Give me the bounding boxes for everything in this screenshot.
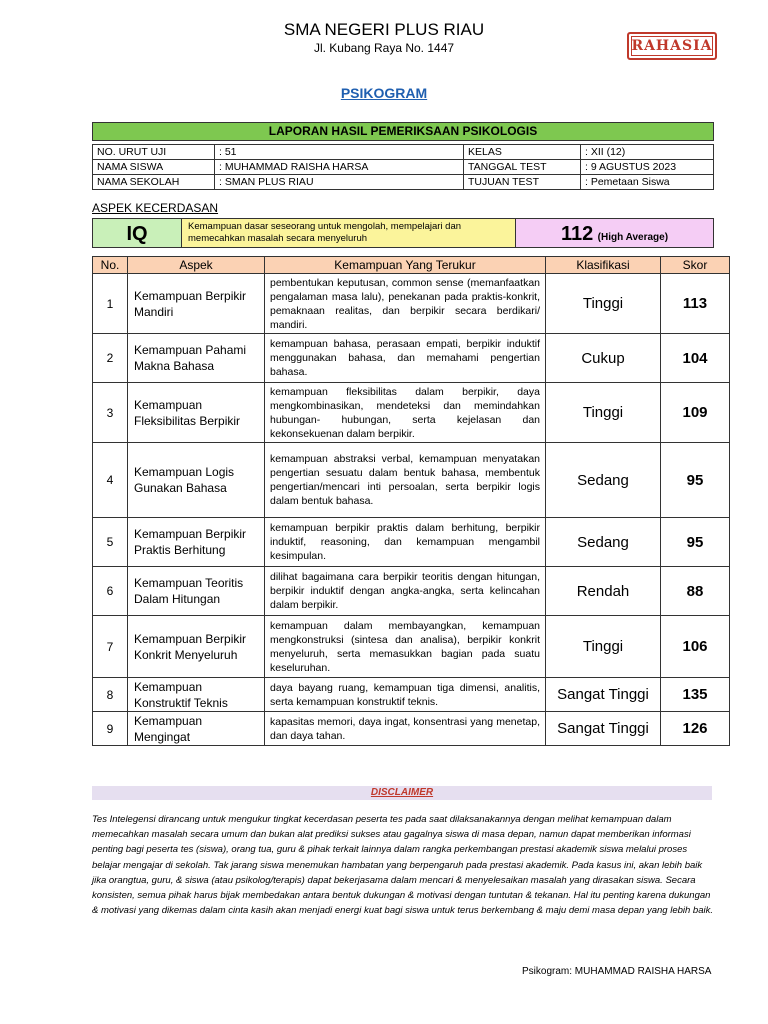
row-desc: kapasitas memori, daya ingat, konsentrasi yang menetap, dan daya tahan.: [265, 712, 546, 746]
row-klasifikasi: Cukup: [546, 334, 661, 383]
kelas-label: KELAS: [464, 145, 581, 160]
iq-description: Kemampuan dasar seseorang untuk mengolah, mempelajari dan memecahkan masalah secara menyeluruh: [182, 218, 516, 248]
signature: Psikogram: MUHAMMAD RAISHA HARSA: [522, 966, 712, 977]
row-desc: kemampuan bahasa, perasaan empati, berpikir induktif menggunakan bahasa, dan memahami pengertian bahasa.: [265, 334, 546, 383]
table-row: [93, 712, 730, 746]
kelas-value: : XII (12): [581, 145, 714, 160]
header-klasifikasi: Klasifikasi: [546, 257, 661, 274]
row-aspek: Kemampuan Logis Gunakan Bahasa: [128, 443, 265, 518]
table-row: [93, 518, 730, 567]
iq-classification: (High Average): [597, 232, 669, 243]
iq-score-box: [516, 218, 714, 248]
row-no: 3: [93, 383, 128, 443]
row-klasifikasi: Tinggi: [546, 616, 661, 678]
tujuan-test-value: : Pemetaan Siswa: [581, 175, 714, 190]
tanggal-test-label: TANGGAL TEST: [464, 160, 581, 175]
row-skor: 95: [661, 443, 730, 518]
row-desc: daya bayang ruang, kemampuan tiga dimensi, analitis, serta kemampuan konstruktif teknis.: [265, 678, 546, 712]
row-desc: pembentukan keputusan, common sense (memanfaatkan pengalaman masa lalu), penekanan pada praktis-konkrit, pemaknaan realitas, dan berpikir secara berdikari/ mandiri.: [265, 274, 546, 334]
no-urut-label: NO. URUT UJI: [93, 145, 215, 160]
row-klasifikasi: Tinggi: [546, 274, 661, 334]
student-info-table: [92, 144, 714, 190]
row-desc: dilihat bagaimana cara berpikir teoritis dengan hitungan, berpikir induktif dengan angka-angka, serta kelincahan dalam berpikir.: [265, 567, 546, 616]
confidential-stamp: RAHASIA: [627, 32, 717, 60]
school-address: Jl. Kubang Raya No. 1447: [313, 41, 455, 55]
row-no: 6: [93, 567, 128, 616]
row-no: 5: [93, 518, 128, 567]
row-aspek: Kemampuan Mengingat: [128, 712, 265, 746]
school-name: SMA NEGERI PLUS RIAU: [283, 20, 485, 39]
row-no: 8: [93, 678, 128, 712]
row-no: 4: [93, 443, 128, 518]
row-desc: kemampuan berpikir praktis dalam berhitung, berpikir induktif, reasoning, dan kemampuan mengambil kesimpulan.: [265, 518, 546, 567]
row-aspek: Kemampuan Pahami Makna Bahasa: [128, 334, 265, 383]
aspect-table: [92, 256, 730, 746]
row-desc: kemampuan abstraksi verbal, kemampuan menyatakan pengertian sesuatu dalam bentuk bahasa, membentuk pengertian/mencari inti persoalan, serta berpikir logis dalam bentuk bahasa.: [265, 443, 546, 518]
row-aspek: Kemampuan Teoritis Dalam Hitungan: [128, 567, 265, 616]
nama-siswa-value: : MUHAMMAD RAISHA HARSA: [215, 160, 464, 175]
row-no: 2: [93, 334, 128, 383]
table-row: [93, 274, 730, 334]
row-desc: kemampuan dalam membayangkan, kemampuan mengkonstruksi (sintesa dan analisa), berpikir konkrit menyeluruh, serta memasukkan bagian pada suatu keseluruhan.: [265, 616, 546, 678]
header-kemampuan: Kemampuan Yang Terukur: [265, 257, 546, 274]
row-klasifikasi: Sedang: [546, 443, 661, 518]
header-skor: Skor: [661, 257, 730, 274]
nama-siswa-label: NAMA SISWA: [93, 160, 215, 175]
iq-score: 112: [560, 223, 594, 245]
row-skor: 109: [661, 383, 730, 443]
tanggal-test-value: : 9 AGUSTUS 2023: [581, 160, 714, 175]
iq-label: IQ: [92, 218, 182, 248]
row-skor: 135: [661, 678, 730, 712]
page-title: PSIKOGRAM: [340, 85, 428, 101]
nama-sekolah-label: NAMA SEKOLAH: [93, 175, 215, 190]
row-klasifikasi: Rendah: [546, 567, 661, 616]
table-row: [93, 616, 730, 678]
row-no: 1: [93, 274, 128, 334]
row-skor: 95: [661, 518, 730, 567]
row-aspek: Kemampuan Berpikir Praktis Berhitung: [128, 518, 265, 567]
row-klasifikasi: Sangat Tinggi: [546, 678, 661, 712]
table-row: [93, 678, 730, 712]
report-title-bar: LAPORAN HASIL PEMERIKSAAN PSIKOLOGIS: [92, 122, 714, 141]
row-no: 7: [93, 616, 128, 678]
nama-sekolah-value: : SMAN PLUS RIAU: [215, 175, 464, 190]
row-skor: 88: [661, 567, 730, 616]
table-row: [93, 567, 730, 616]
row-desc: kemampuan fleksibilitas dalam berpikir, daya mengkombinasikan, mendeteksi dan memindahkan hubungan- hubungan, serta kejelasan dan kekonsekuenan dalam berpikir.: [265, 383, 546, 443]
row-klasifikasi: Sedang: [546, 518, 661, 567]
header-no: No.: [93, 257, 128, 274]
section-label: ASPEK KECERDASAN: [92, 201, 219, 215]
aspect-table-header: [93, 257, 730, 274]
table-row: [93, 443, 730, 518]
row-skor: 104: [661, 334, 730, 383]
tujuan-test-label: TUJUAN TEST: [464, 175, 581, 190]
table-row: [93, 334, 730, 383]
row-aspek: Kemampuan Berpikir Mandiri: [128, 274, 265, 334]
no-urut-value: : 51: [215, 145, 464, 160]
row-skor: 126: [661, 712, 730, 746]
row-no: 9: [93, 712, 128, 746]
row-klasifikasi: Sangat Tinggi: [546, 712, 661, 746]
row-skor: 113: [661, 274, 730, 334]
row-skor: 106: [661, 616, 730, 678]
header-aspek: Aspek: [128, 257, 265, 274]
row-aspek: Kemampuan Fleksibilitas Berpikir: [128, 383, 265, 443]
row-aspek: Kemampuan Konstruktif Teknis: [128, 678, 265, 712]
disclaimer-title: DISCLAIMER: [92, 786, 712, 800]
row-aspek: Kemampuan Berpikir Konkrit Menyeluruh: [128, 616, 265, 678]
row-klasifikasi: Tinggi: [546, 383, 661, 443]
disclaimer-text: Tes Intelegensi dirancang untuk mengukur tingkat kecerdasan peserta tes pada saat dilaksanakannya dengan melihat kemampuan dalam memecahkan masalah secara umum dan bukan alat prediksi sukses atau gagalnya siswa di masa depan, namun dapat memberikan informasi penting bagi peserta tes (siswa), orang tua, guru & pihak terkait lainnya dalam rangka perkembangan prestasi akademik siswa melalui proses belajar mengajar di sekolah. Tak jarang siswa menemukan hambatan yang berpengaruh pada prestasi akademik. Pada kasus ini, akan lebih baik jika orangtua, guru, & siswa (atau psikolog/terapis) dapat bekerjasama dalam mencari & menyelesaikan masalah yang dirasakan siswa. Secara konsisten, semua pihak harus bijak membedakan antara bentuk dukungan & motivasi dengan tuntutan & tekanan. Hal itu penting karena dukungan & motivasi yang dikemas dalam cinta kasih akan menjadi energi kuat bagi siswa untuk terus berkembang & maju demi masa depan yang lebih baik.: [92, 814, 714, 917]
table-row: [93, 383, 730, 443]
